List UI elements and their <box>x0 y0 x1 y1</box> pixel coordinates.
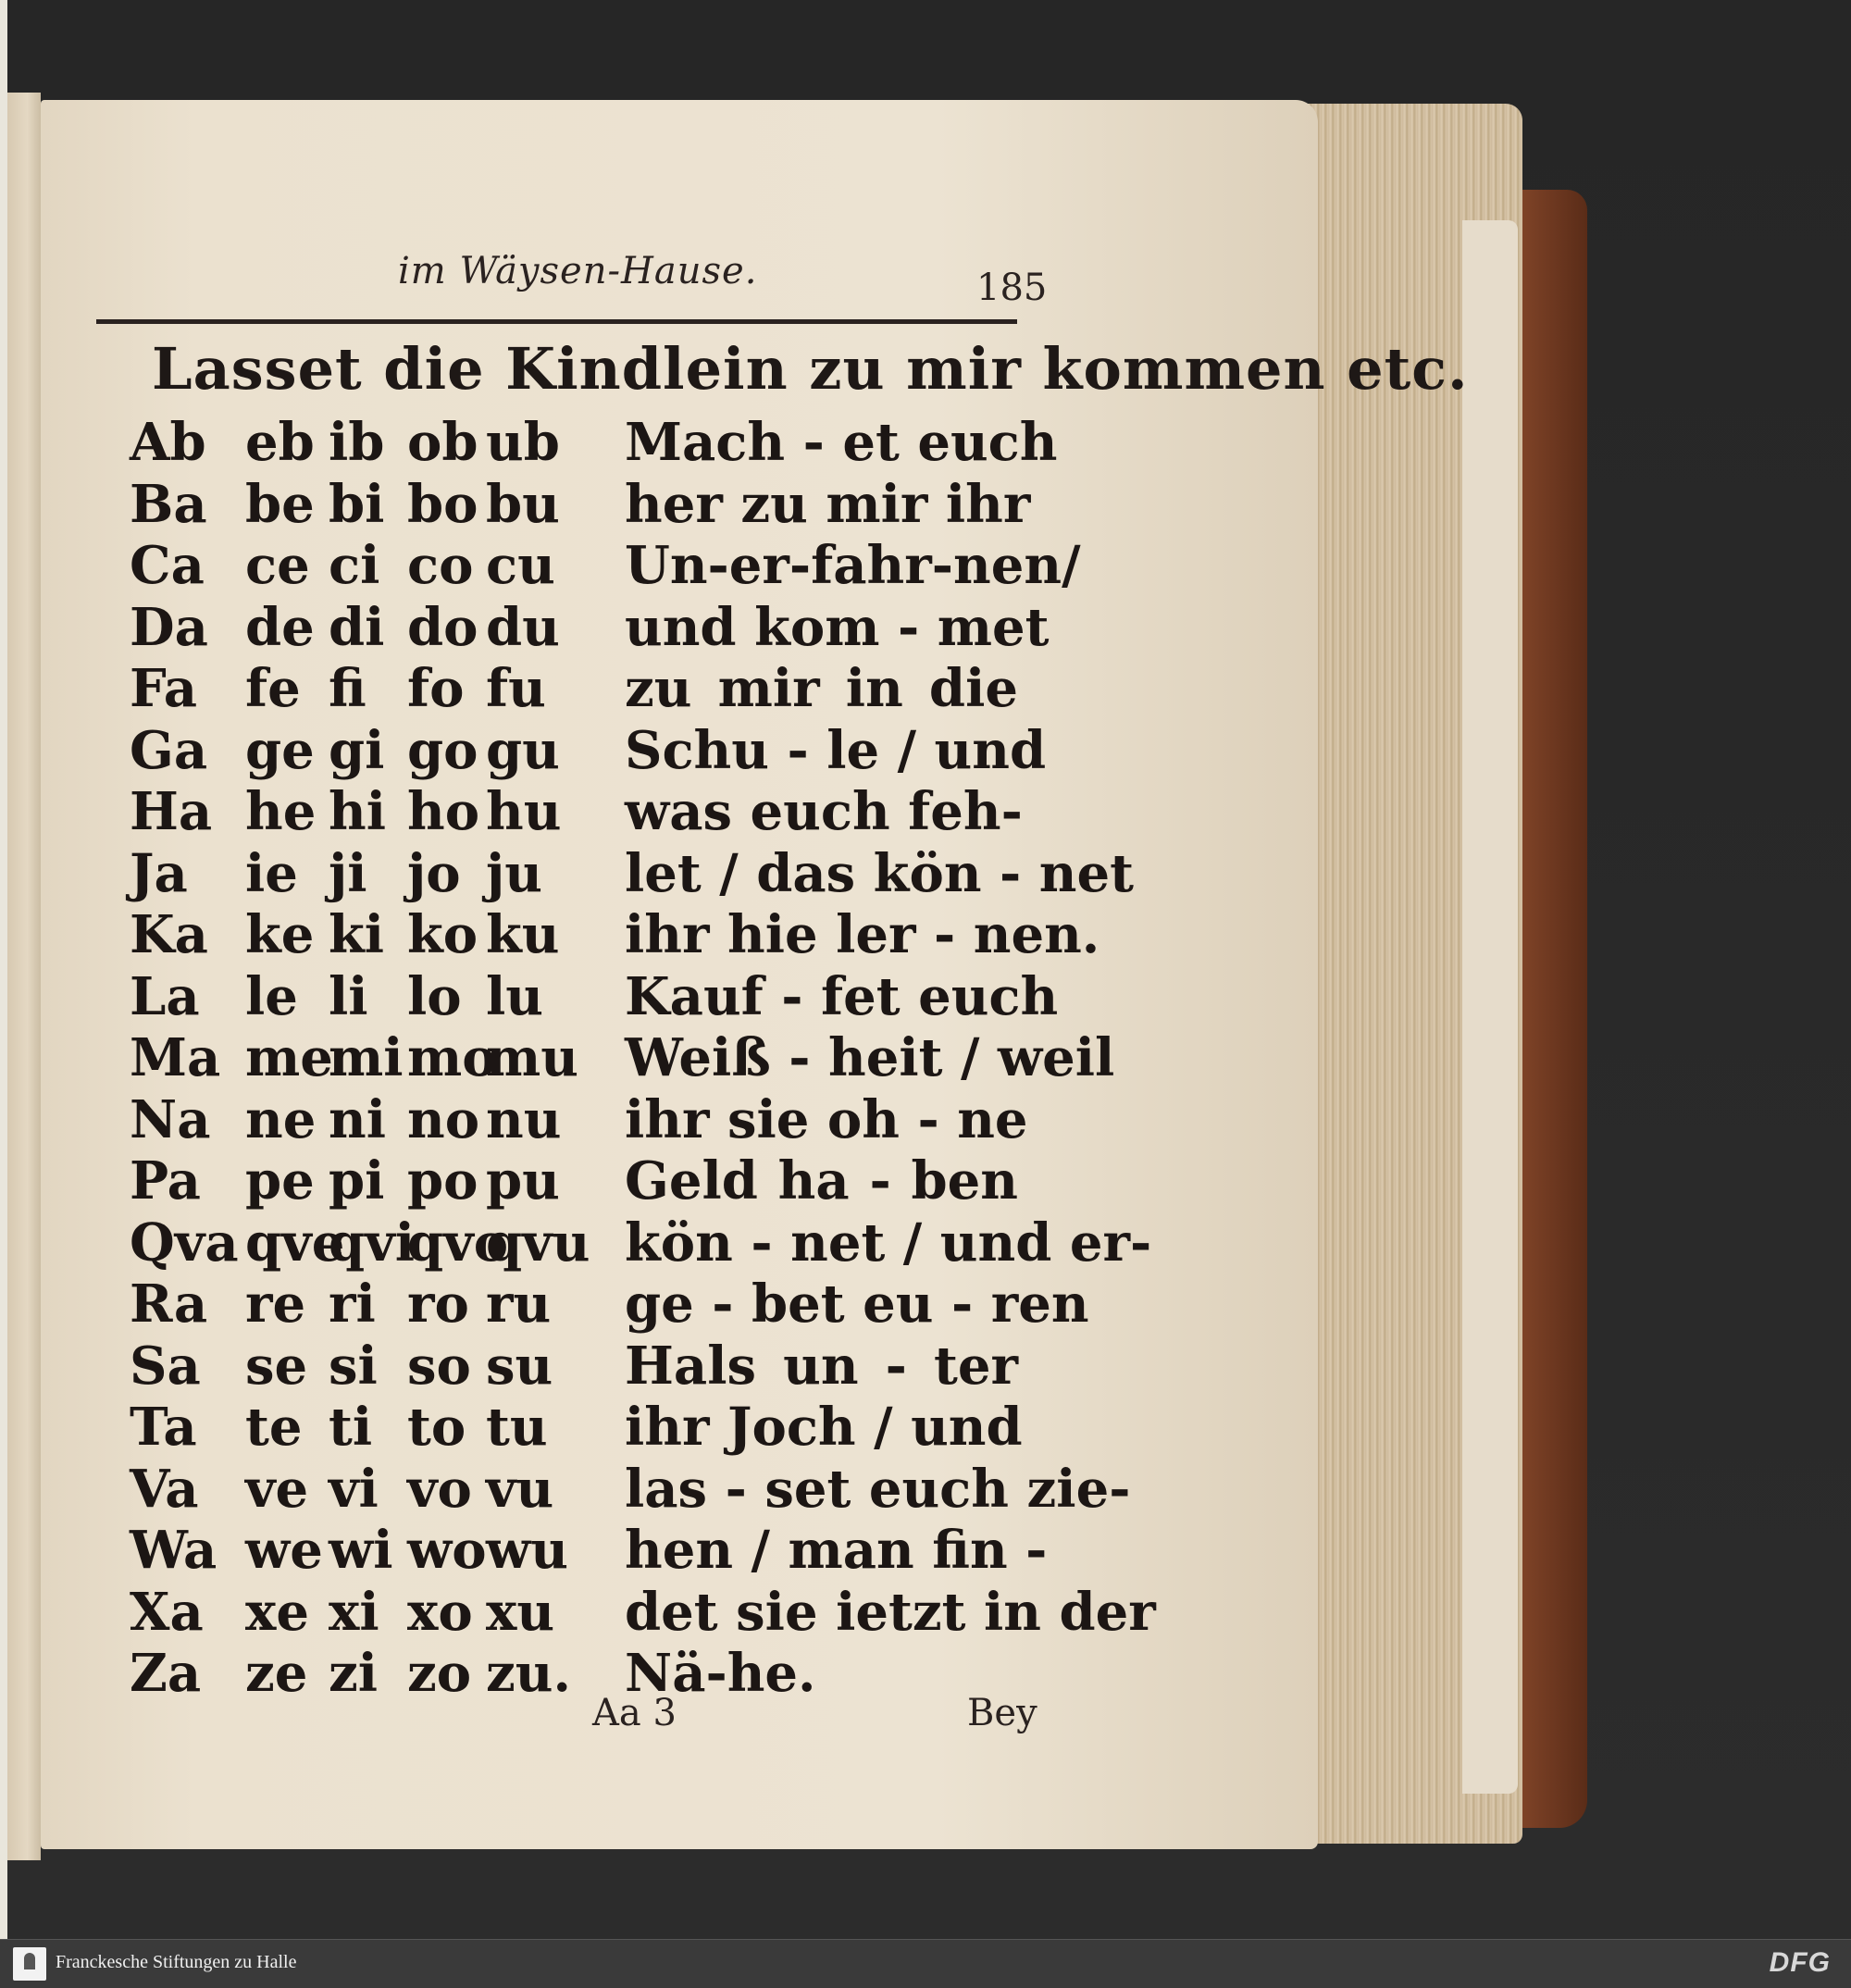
table-row <box>130 1027 1115 1089</box>
syllable: gi <box>329 719 385 781</box>
syllable: re <box>245 1274 306 1335</box>
syllable: ju <box>486 842 542 904</box>
signature-mark: Aa 3 <box>592 1692 677 1734</box>
syllable: ku <box>486 904 560 965</box>
syllable: go <box>407 719 478 781</box>
syllable: ob <box>407 412 478 473</box>
syllable: Ma <box>130 1027 221 1088</box>
syllable: zo <box>407 1643 472 1704</box>
syllable: qvu <box>486 1211 590 1274</box>
syllable: Ka <box>130 904 208 965</box>
verse-line: Nä-he. <box>625 1643 816 1704</box>
verse-line: was euch feh- <box>625 781 1023 842</box>
syllable: La <box>130 965 200 1027</box>
verse-line: und kom - met <box>625 596 1050 658</box>
table-row <box>130 1150 1018 1212</box>
syllable: bi <box>329 473 385 535</box>
viewer-footer <box>0 1939 1851 1988</box>
syllable: si <box>329 1335 378 1397</box>
syllable: wi <box>329 1520 393 1581</box>
page-heading: Lasset die Kindlein zu mir kommen etc. <box>152 335 1469 403</box>
syllable: ru <box>486 1274 552 1335</box>
verse-line: Un-er-fahr-nen/ <box>625 535 1081 596</box>
syllable: Fa <box>130 658 197 719</box>
syllable: li <box>329 965 368 1027</box>
syllable: mi <box>329 1027 404 1088</box>
scale-ruler <box>0 0 7 1939</box>
syllable: eb <box>245 412 315 473</box>
syllable: Ta <box>130 1397 197 1458</box>
syllable: vi <box>329 1458 379 1520</box>
syllable: zu. <box>486 1643 572 1704</box>
syllable: po <box>407 1150 478 1211</box>
verse-line: Weiß - heit / weil <box>625 1027 1115 1088</box>
table-row <box>130 1581 1156 1644</box>
syllable: Sa <box>130 1335 201 1397</box>
running-title: im Wäysen-Hause. <box>398 250 758 292</box>
syllable: qvo <box>407 1211 509 1274</box>
syllable: qvi <box>329 1211 415 1274</box>
syllable: tu <box>486 1397 548 1458</box>
table-row <box>130 1458 1131 1521</box>
syllable: lu <box>486 965 543 1027</box>
table-row <box>130 965 1059 1028</box>
syllable: Ab <box>130 412 206 473</box>
syllable: ki <box>329 904 385 965</box>
syllable: fo <box>407 658 465 719</box>
verse-line: Geld ha - ben <box>625 1150 1018 1211</box>
syllable: te <box>245 1397 303 1458</box>
table-row <box>130 412 1058 474</box>
syllable: xu <box>486 1581 555 1643</box>
syllable: gu <box>486 719 560 781</box>
syllable: pu <box>486 1150 560 1211</box>
table-row <box>130 658 1018 720</box>
syllable: ko <box>407 904 478 965</box>
syllable: Ha <box>130 781 213 842</box>
syllable: ve <box>245 1458 309 1520</box>
syllable: le <box>245 965 298 1027</box>
institution-logo-icon <box>13 1947 46 1981</box>
syllable: ni <box>329 1088 386 1150</box>
verse-line: her zu mir ihr <box>625 473 1031 535</box>
verse-line: zu mir in die <box>625 658 1018 719</box>
syllable: fe <box>245 658 301 719</box>
syllable: Xa <box>130 1581 204 1643</box>
syllable: xi <box>329 1581 379 1643</box>
verse-line: det sie ietzt in der <box>625 1581 1156 1643</box>
verse-line: ge - bet eu - ren <box>625 1274 1089 1335</box>
syllable: me <box>245 1027 333 1088</box>
syllable: ke <box>245 904 315 965</box>
table-row <box>130 904 1100 966</box>
verse-line: ihr Joch / und <box>625 1397 1023 1458</box>
syllable-table <box>130 412 1156 1705</box>
syllable: lo <box>407 965 462 1027</box>
verse-line: Schu - le / und <box>625 719 1047 781</box>
syllable: so <box>407 1335 471 1397</box>
syllable: Za <box>130 1643 202 1704</box>
verse-line: ihr hie ler - nen. <box>625 904 1100 965</box>
table-row <box>130 1274 1089 1336</box>
verse-line: hen / man fin - <box>625 1520 1048 1581</box>
syllable: bu <box>486 473 560 535</box>
syllable: we <box>245 1520 323 1581</box>
facing-page-edge <box>7 93 41 1860</box>
syllable: ji <box>329 842 367 904</box>
syllable: ne <box>245 1088 317 1150</box>
syllable: jo <box>407 842 461 904</box>
syllable: ze <box>245 1643 308 1704</box>
syllable: do <box>407 596 478 658</box>
syllable: bo <box>407 473 478 535</box>
syllable: vo <box>407 1458 472 1520</box>
syllable: xe <box>245 1581 310 1643</box>
syllable: vu <box>486 1458 554 1520</box>
syllable: ci <box>329 535 380 596</box>
header-rule <box>96 319 1017 324</box>
syllable: hu <box>486 781 562 842</box>
table-row <box>130 1520 1048 1582</box>
page-edge-flap <box>1462 220 1518 1794</box>
syllable: pe <box>245 1150 315 1211</box>
syllable: fu <box>486 658 546 719</box>
syllable: de <box>245 596 315 658</box>
syllable: qve <box>245 1211 345 1274</box>
catchword: Bey <box>967 1692 1037 1734</box>
table-row <box>130 842 1134 905</box>
syllable: fi <box>329 658 366 719</box>
syllable: ro <box>407 1274 469 1335</box>
syllable: mu <box>486 1027 578 1088</box>
syllable: ib <box>329 412 385 473</box>
syllable: ce <box>245 535 310 596</box>
syllable: no <box>407 1088 480 1150</box>
table-row <box>130 535 1081 597</box>
syllable: Ja <box>130 842 188 904</box>
syllable: be <box>245 473 315 535</box>
syllable: he <box>245 781 317 842</box>
dfg-logo: DFG <box>1769 1947 1831 1978</box>
syllable: Va <box>130 1458 199 1520</box>
syllable: Na <box>130 1088 211 1150</box>
syllable: xo <box>407 1581 473 1643</box>
syllable: ub <box>486 412 560 473</box>
syllable: di <box>329 596 385 658</box>
syllable: mo <box>407 1027 497 1088</box>
table-row <box>130 719 1047 782</box>
verse-line: ihr sie oh - ne <box>625 1088 1028 1150</box>
page-number: 185 <box>976 267 1048 309</box>
verse-line: Kauf - fet euch <box>625 965 1059 1027</box>
syllable: ie <box>245 842 298 904</box>
syllable: Ba <box>130 473 207 535</box>
verse-line: let / das kön - net <box>625 842 1134 904</box>
table-row <box>130 1336 1018 1398</box>
syllable: ge <box>245 719 315 781</box>
syllable: Ra <box>130 1274 208 1335</box>
table-row <box>130 1643 1018 1705</box>
syllable: pi <box>329 1150 385 1211</box>
syllable: ti <box>329 1397 373 1458</box>
syllable: Ca <box>130 535 205 596</box>
syllable: to <box>407 1397 466 1458</box>
table-row <box>130 596 1050 659</box>
syllable: Wa <box>130 1520 217 1581</box>
verse-line: kön - net / und er- <box>625 1211 1152 1274</box>
syllable: zi <box>329 1643 379 1704</box>
verse-line: las - set euch zie- <box>625 1458 1131 1520</box>
institution-name: Franckesche Stiftungen zu Halle <box>56 1952 297 1972</box>
syllable: wo <box>407 1520 487 1581</box>
table-row <box>130 473 1031 536</box>
syllable: nu <box>486 1088 562 1150</box>
syllable: ho <box>407 781 480 842</box>
syllable: cu <box>486 535 555 596</box>
table-row <box>130 1088 1028 1151</box>
syllable: se <box>245 1335 308 1397</box>
syllable: du <box>486 596 560 658</box>
table-row <box>130 1211 1152 1274</box>
verse-line: Hals un - ter <box>625 1335 1018 1397</box>
verse-line: Mach - et euch <box>625 412 1058 473</box>
syllable: ri <box>329 1274 376 1335</box>
syllable: hi <box>329 781 386 842</box>
syllable: co <box>407 535 474 596</box>
syllable: Qva <box>130 1211 239 1274</box>
syllable: Da <box>130 596 208 658</box>
syllable: Pa <box>130 1150 201 1211</box>
table-row <box>130 1397 1023 1459</box>
syllable: Ga <box>130 719 208 781</box>
table-row <box>130 781 1023 843</box>
syllable: wu <box>486 1520 568 1581</box>
syllable: su <box>486 1335 553 1397</box>
